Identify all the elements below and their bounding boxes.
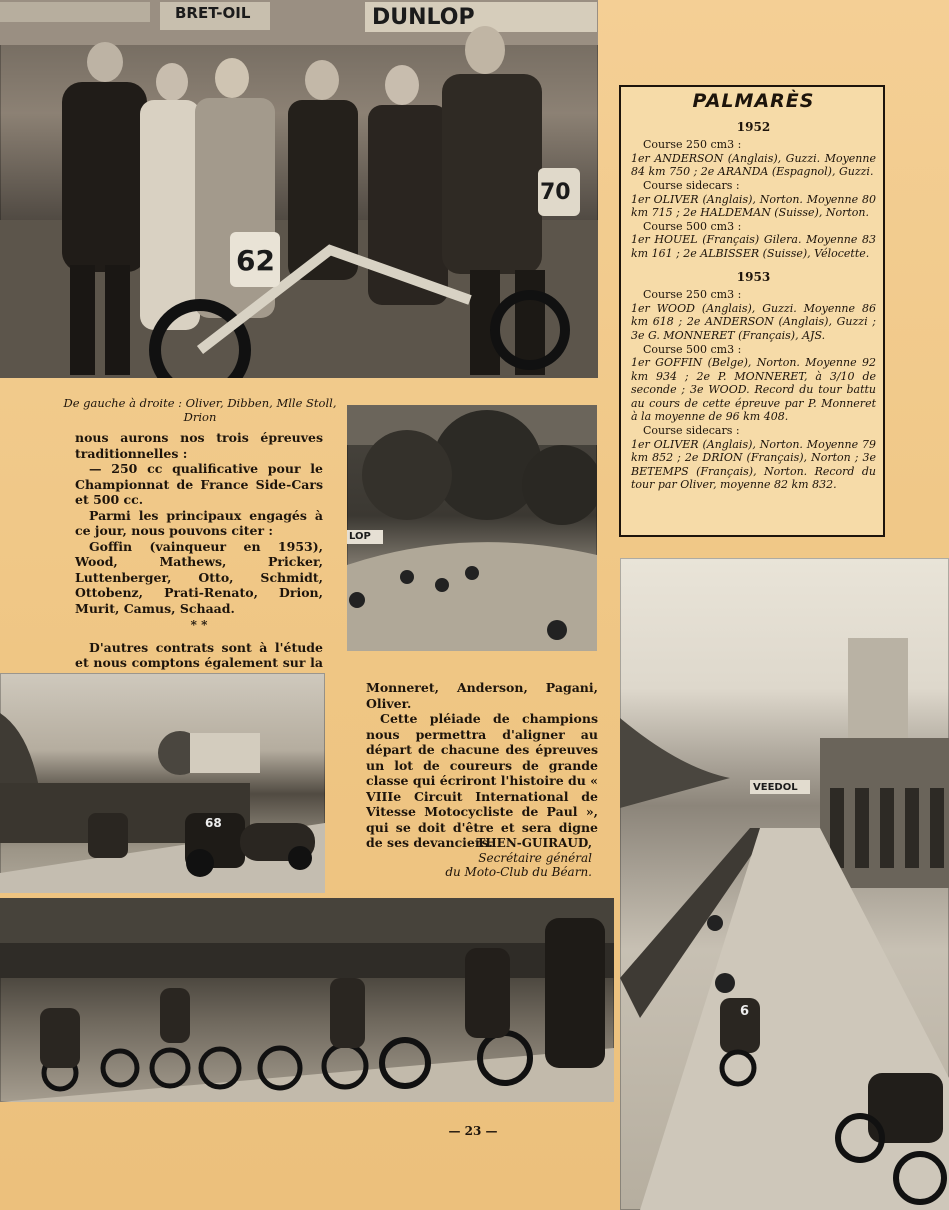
palmares-race: Course 250 cm3 : — [643, 138, 742, 152]
author-role: Secrétaire général — [478, 850, 592, 865]
article-paragraph: Parmi les principaux engagés à ce jour, nous pouvons citer : — [75, 507, 323, 538]
palmares-race: Course 250 cm3 : — [643, 288, 742, 302]
palmares-year: 1952 — [736, 119, 771, 134]
photo-sidecar-race — [0, 673, 325, 893]
palmares-race: Course sidecars : — [643, 178, 740, 192]
author-organisation: du Moto-Club du Béarn. — [445, 865, 592, 879]
palmares-result: 1er OLIVER (Anglais), Norton. Moyenne 79 km 852 ; 2e DRION (Français), Norton ; 3e BETEMPS (Français), Norton. Record du tour par Oliver, moyenne 82 km 832. — [631, 437, 876, 492]
photo-starting-grid — [0, 898, 614, 1102]
race-number-68: 68 — [205, 816, 222, 830]
palmares-title: PALMARÈS — [692, 90, 815, 112]
palmares-box — [619, 85, 885, 537]
article-paragraph: — 250 cc qualificative pour le Championnat de France Side-Cars et 500 cc. — [75, 461, 323, 507]
sign-dunlop: DUNLOP — [372, 5, 475, 30]
section-separator: * * — [190, 618, 208, 632]
riders-group-illustration — [0, 0, 598, 378]
palmares-result: 1er ANDERSON (Anglais), Guzzi. Moyenne 84 km 750 ; 2e ARANDA (Espagnol), Guzzi. — [631, 151, 876, 179]
article-paragraph: D'autres contrats sont à l'étude et nous comptons également sur la — [75, 639, 323, 670]
photo-riders-group — [0, 0, 598, 378]
palmares-result: 1er WOOD (Anglais), Guzzi. Moyenne 86 km 618 ; 2e ANDERSON (Anglais), Guzzi ; 3e G. MONNERET (Français), AJS. — [631, 301, 876, 342]
palmares-result: 1er OLIVER (Anglais), Norton. Moyenne 80 km 715 ; 2e HALDEMAN (Suisse), Norton. — [631, 192, 876, 220]
palmares-race: Course sidecars : — [643, 424, 740, 438]
sidecar-illustration — [0, 673, 325, 893]
article-paragraph: Goffin (vainqueur en 1953), Wood, Mathews, Pricker, Luttenberger, Otto, Schmidt, Ottobenz, Prati-Renato, Drion, Murit, Camus, Schaad. — [75, 538, 323, 616]
palmares-year: 1953 — [736, 269, 771, 284]
article-paragraph: Cette pléiade de champions nous permettra d'aligner au départ de chacune des épreuves un lot de coureurs de grande classe qui écriront l'histoire du « VIIIe Circuit International de Vitesse Motocycliste de Paul », qui se doit d'être et sera digne de ses devanciers. — [366, 711, 598, 850]
article-column-left — [75, 430, 323, 686]
article-signature — [370, 836, 592, 880]
page-number: — 23 — — [448, 1124, 498, 1138]
article-paragraph: Monneret, Anderson, Pagani, Oliver. — [366, 680, 598, 711]
palmares-race: Course 500 cm3 : — [643, 342, 742, 356]
article-paragraph: nous aurons nos trois épreuves traditionnelles : — [75, 430, 323, 461]
article-column-right — [366, 680, 598, 851]
photo-track-arcade — [620, 558, 949, 1210]
starting-grid-illustration — [0, 898, 614, 1102]
photo-caption: De gauche à droite : Oliver, Dibben, Mlle Stoll, Drion — [63, 396, 337, 424]
sign-veedol: VEEDOL — [753, 782, 798, 793]
track-arcade-illustration — [620, 558, 949, 1210]
racetrack-illustration — [347, 405, 597, 651]
palmares-race: Course 500 cm3 : — [643, 219, 742, 233]
race-number-6: 6 — [740, 1004, 750, 1019]
author-name: THEN-GUIRAUD, — [476, 836, 592, 850]
sign-lop: LOP — [349, 531, 371, 542]
photo-racetrack-curve — [347, 405, 597, 651]
race-number-70: 70 — [540, 180, 571, 205]
sign-bret-oil: BRET-OIL — [175, 4, 251, 22]
race-number-62: 62 — [236, 244, 275, 277]
palmares-result: 1er HOUEL (Français) Gilera. Moyenne 83 km 161 ; 2e ALBISSER (Suisse), Vélocette. — [631, 233, 876, 260]
palmares-result: 1er GOFFIN (Belge), Norton. Moyenne 92 km 934 ; 2e P. MONNERET, à 3/10 de seconde ; 3e WOOD. Record du tour battu au cours de cette épreuve par P. Monneret à la moyenne de 96 km 408. — [631, 356, 876, 424]
